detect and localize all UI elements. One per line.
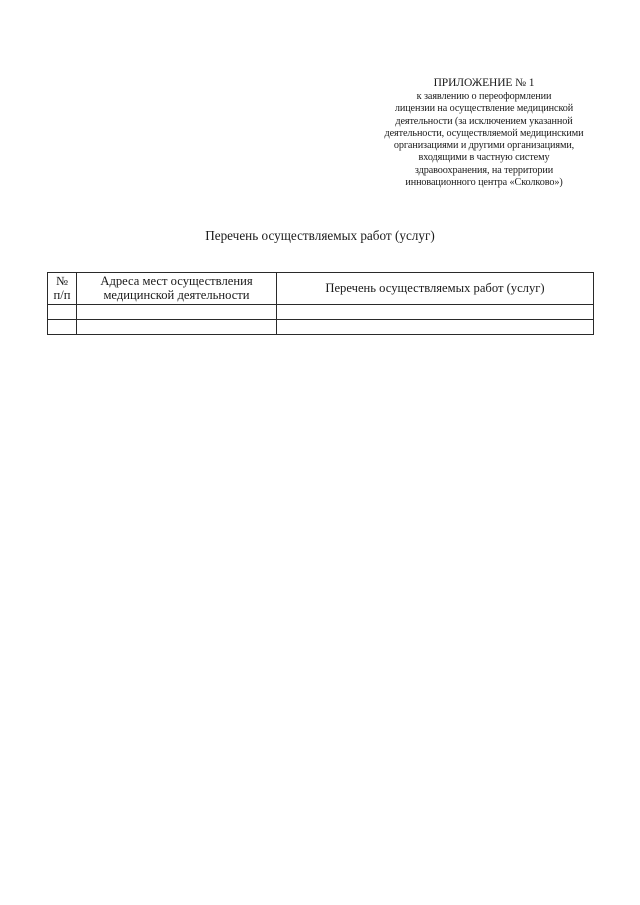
works-table <box>47 272 594 335</box>
table-row <box>48 320 594 335</box>
table-cell-number <box>48 305 77 320</box>
document-title: Перечень осуществляемых работ (услуг) <box>205 228 435 243</box>
appendix-line: к заявлению о переоформлении <box>416 91 552 102</box>
appendix-line: здравоохранения, на территории <box>414 164 554 176</box>
header-number <box>48 273 77 305</box>
table-header-row <box>48 273 594 305</box>
appendix-block <box>366 77 602 189</box>
table-row <box>48 305 594 320</box>
appendix-line: деятельности, осуществляемой медицинскими <box>384 127 584 139</box>
table-cell-number <box>48 320 77 335</box>
appendix-line: организациями и другими организациями, <box>393 140 575 152</box>
header-number-line2: п/п <box>53 287 71 302</box>
table-cell-address <box>77 320 277 335</box>
header-address-line1: Адреса мест осуществления <box>100 274 253 288</box>
appendix-line: деятельности (за исключением указанной <box>395 115 573 127</box>
appendix-line: инновационного центра «Сколково») <box>405 177 563 189</box>
header-works: Перечень осуществляемых работ (услуг) <box>277 273 594 305</box>
appendix-line: входящими в частную систему <box>418 152 550 164</box>
table-cell-works <box>277 305 594 320</box>
table-cell-address <box>77 305 277 320</box>
header-number-line1: № <box>55 274 69 288</box>
appendix-line: лицензии на осуществление медицинской <box>394 103 574 115</box>
table-cell-works <box>277 320 594 335</box>
header-address <box>77 273 277 305</box>
appendix-title: ПРИЛОЖЕНИЕ № 1 <box>433 77 535 89</box>
header-address-line2: медицинской деятельности <box>103 287 250 302</box>
